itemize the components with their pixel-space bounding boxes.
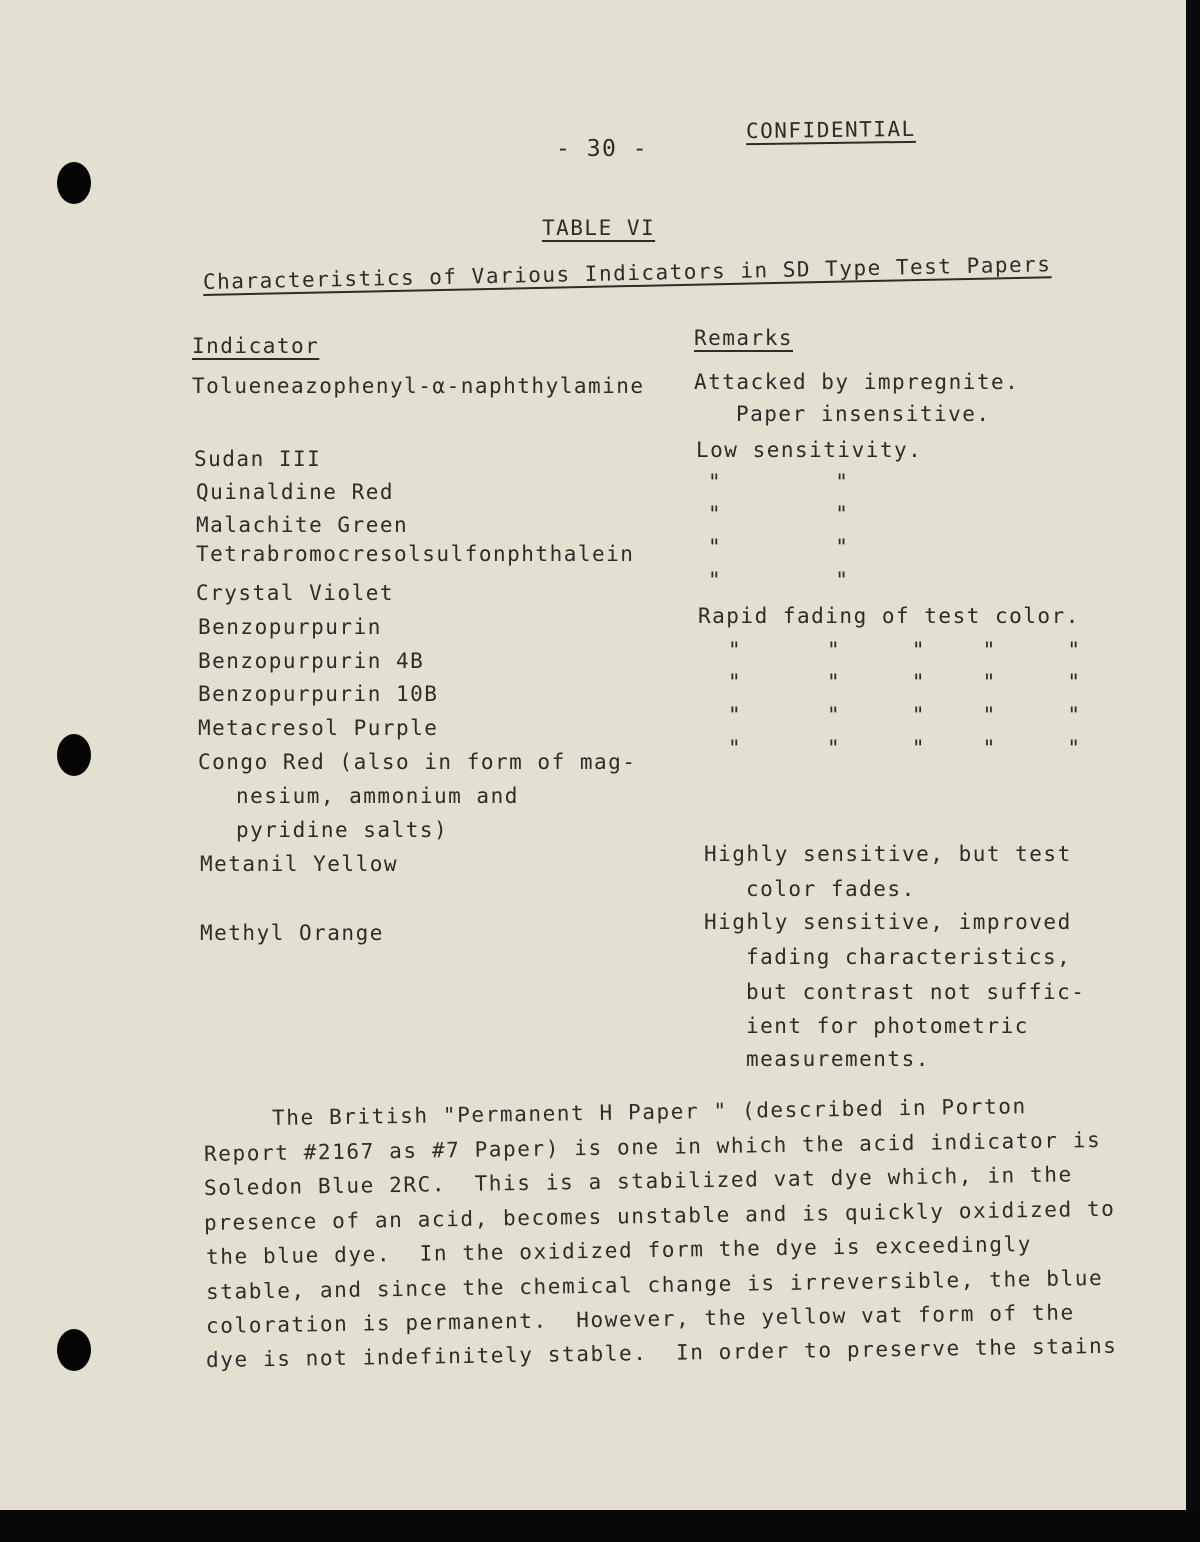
column-header-indicator: Indicator bbox=[192, 334, 320, 358]
remark-item: Highly sensitive, but test bbox=[704, 842, 1072, 866]
indicator-item: Malachite Green bbox=[196, 513, 409, 537]
ditto-mark-row: " " bbox=[708, 502, 850, 526]
ditto-mark-row: " " bbox=[708, 568, 850, 592]
page-number: - 30 - bbox=[556, 136, 649, 162]
indicator-item: Benzopurpurin 4B bbox=[198, 649, 425, 673]
remark-item-continued: ient for photometric bbox=[746, 1014, 1029, 1038]
scan-border bbox=[0, 1510, 1200, 1542]
ditto-mark-row: " " bbox=[708, 470, 850, 494]
paragraph-line: the blue dye. In the oxidized form the dye is exceedingly bbox=[205, 1232, 1033, 1269]
paragraph-line: Report #2167 as #7 Paper) is one in which the acid indicator is bbox=[203, 1127, 1102, 1166]
paragraph-line: coloration is permanent. However, the yellow vat form of the bbox=[205, 1300, 1075, 1338]
table-caption: Characteristics of Various Indicators in SD Type Test Papers bbox=[202, 252, 1052, 294]
ditto-mark-row: " " " " " bbox=[728, 670, 1082, 694]
indicator-item: Tolueneazophenyl-α-naphthylamine bbox=[192, 374, 645, 398]
classification-mark: CONFIDENTIAL bbox=[745, 116, 916, 144]
paragraph-line: Soledon Blue 2RC. This is a stabilized vat dye which, in the bbox=[203, 1162, 1073, 1200]
paragraph-line: The British "Permanent H Paper " (described in Porton bbox=[271, 1094, 1027, 1130]
indicator-item: Metanil Yellow bbox=[200, 852, 399, 876]
indicator-item: Congo Red (also in form of mag- bbox=[198, 750, 637, 774]
ditto-mark-row: " " " " " bbox=[728, 703, 1082, 727]
indicator-item: Crystal Violet bbox=[196, 581, 395, 605]
paragraph-line: dye is not indefinitely stable. In order to preserve the stains bbox=[205, 1333, 1118, 1372]
ditto-mark-row: " " " " " bbox=[728, 736, 1082, 760]
remark-item-continued: color fades. bbox=[746, 877, 916, 901]
ditto-mark-row: " " bbox=[708, 535, 850, 559]
remark-item-continued: measurements. bbox=[746, 1047, 930, 1071]
punch-hole bbox=[57, 734, 91, 776]
indicator-item: Sudan III bbox=[194, 447, 322, 471]
remark-item-continued: Paper insensitive. bbox=[736, 402, 991, 426]
indicator-item: Quinaldine Red bbox=[196, 480, 395, 504]
indicator-item-continued: pyridine salts) bbox=[236, 818, 449, 842]
remark-item-continued: but contrast not suffic- bbox=[746, 980, 1086, 1004]
indicator-item: Tetrabromocresolsulfonphthalein bbox=[196, 542, 635, 566]
table-label: TABLE VI bbox=[542, 216, 656, 240]
indicator-item: Metacresol Purple bbox=[198, 716, 439, 740]
indicator-item: Benzopurpurin 10B bbox=[198, 682, 439, 706]
remark-item: Highly sensitive, improved bbox=[704, 910, 1072, 934]
indicator-item: Methyl Orange bbox=[200, 921, 384, 945]
ditto-mark-row: " " " " " bbox=[728, 638, 1082, 662]
remark-item: Low sensitivity. bbox=[696, 438, 923, 462]
remark-item: Attacked by impregnite. bbox=[694, 370, 1020, 394]
indicator-item-continued: nesium, ammonium and bbox=[236, 784, 519, 808]
paragraph-line: presence of an acid, becomes unstable and is quickly oxidized to bbox=[203, 1196, 1116, 1235]
punch-hole bbox=[57, 1329, 91, 1371]
remark-item: Rapid fading of test color. bbox=[698, 604, 1080, 628]
column-header-remarks: Remarks bbox=[694, 326, 794, 350]
paragraph-line: stable, and since the chemical change is irreversible, the blue bbox=[205, 1265, 1104, 1304]
punch-hole bbox=[57, 162, 91, 204]
remark-item-continued: fading characteristics, bbox=[746, 945, 1072, 969]
scan-edge bbox=[1186, 0, 1200, 1542]
indicator-item: Benzopurpurin bbox=[198, 615, 382, 639]
